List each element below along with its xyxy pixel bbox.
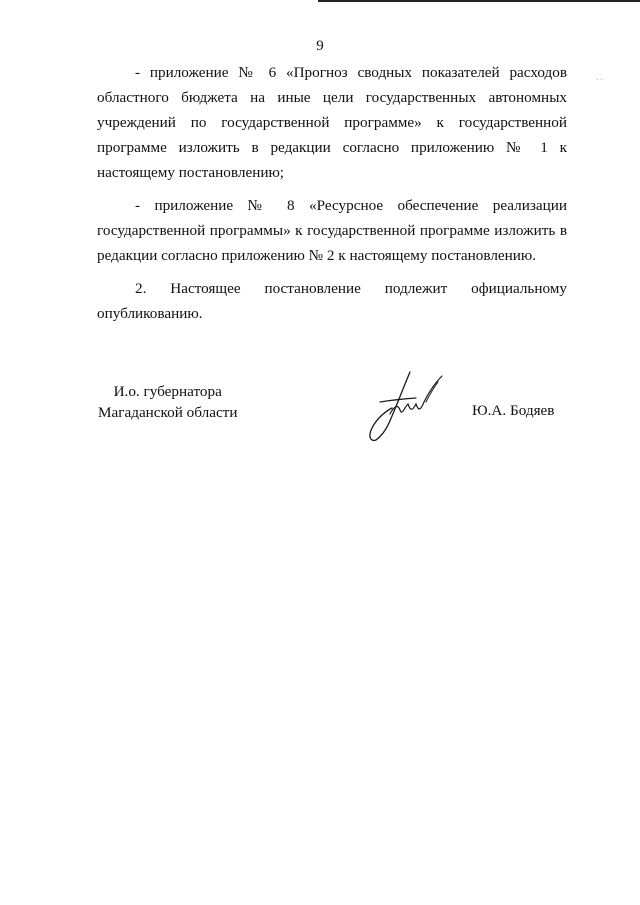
scan-speck: · · bbox=[596, 76, 603, 84]
paragraph-publication-head: 2. Настоящее постановление подлежит официальному bbox=[135, 280, 567, 297]
paragraph-appendix-6: - приложение № 6 «Прогноз сводных показателей расходов областного бюджета на иные цели государственных автономных учреждений по государственной программе» к государственной программе изложить в редакции согласно приложению № 1 к настоящему постановлению; bbox=[97, 64, 567, 181]
paragraph-publication-tail: опубликованию. bbox=[97, 305, 203, 322]
page-number: 9 bbox=[316, 38, 324, 54]
signer-name: Ю.А. Бодяев bbox=[472, 402, 555, 419]
top-border-line bbox=[318, 0, 640, 2]
signer-position bbox=[98, 381, 237, 423]
handwritten-signature bbox=[362, 368, 452, 444]
paragraph-appendix-8: - приложение № 8 «Ресурсное обеспечение реализации государственной программы» к государственной программе изложить в редакции согласно приложению № 2 к настоящему постановлению. bbox=[97, 197, 567, 264]
signer-position-line1: И.о. губернатора bbox=[113, 383, 222, 400]
signer-position-line2: Магаданской области bbox=[98, 404, 238, 421]
document-body bbox=[97, 60, 567, 326]
